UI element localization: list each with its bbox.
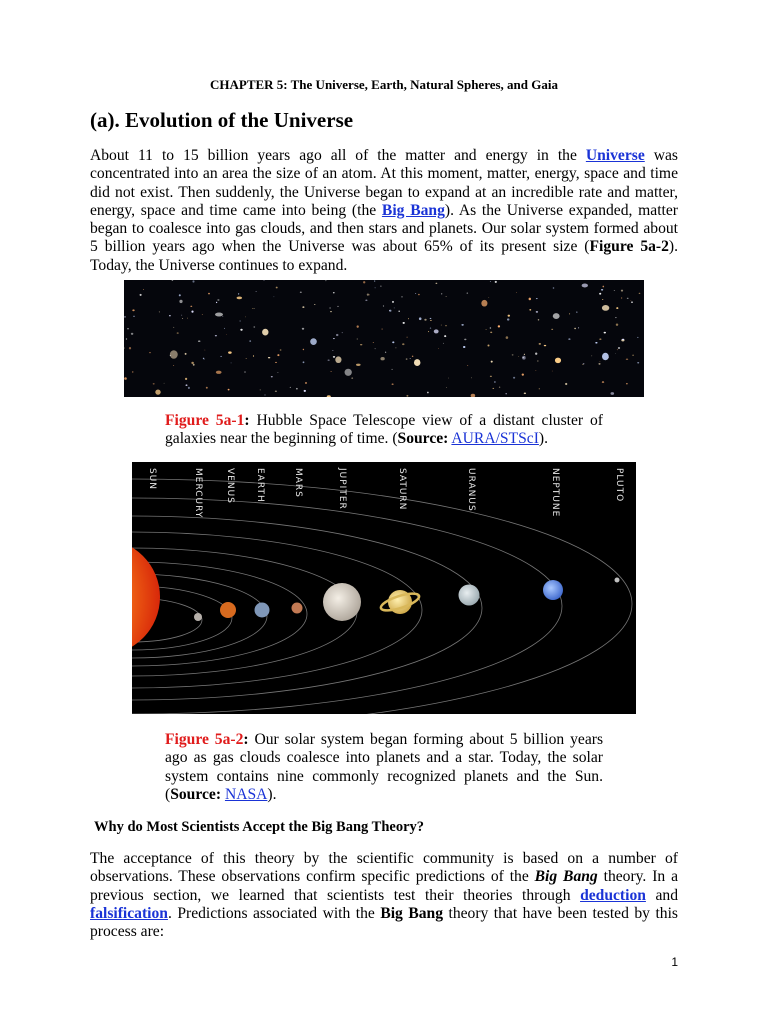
galaxy-dot xyxy=(382,329,383,330)
galaxy-dot xyxy=(329,308,331,309)
galaxy-dot xyxy=(140,294,142,296)
galaxy-dot xyxy=(333,338,335,339)
galaxy-dot xyxy=(418,294,420,296)
galaxy-dot xyxy=(406,395,408,397)
galaxy-dot xyxy=(394,307,395,308)
galaxy-dot xyxy=(488,297,489,298)
galaxy-dot xyxy=(383,305,384,306)
aura-stsci-link[interactable]: AURA/STScI xyxy=(451,430,539,448)
galaxy-dot xyxy=(369,295,370,296)
galaxy-dot xyxy=(149,352,150,353)
galaxy-dot xyxy=(185,353,187,355)
galaxy-dot xyxy=(553,313,560,319)
galaxy-dot xyxy=(415,293,416,294)
galaxy-dot xyxy=(524,393,526,395)
galaxy-dot xyxy=(444,335,446,337)
galaxy-dot xyxy=(569,313,570,314)
galaxy-dot xyxy=(155,389,160,394)
universe-link[interactable]: Universe xyxy=(585,147,645,164)
galaxy-dot xyxy=(182,318,183,319)
galaxy-dot xyxy=(204,350,205,351)
galaxy-dot xyxy=(303,361,305,363)
galaxy-dot xyxy=(599,293,601,295)
galaxy-dot xyxy=(621,298,622,299)
galaxy-dot xyxy=(273,296,274,297)
galaxy-dot xyxy=(277,354,279,356)
planet-label-venus: VENUS xyxy=(225,468,235,504)
galaxy-dot xyxy=(490,328,492,329)
galaxy-dot xyxy=(367,293,369,295)
galaxy-dot xyxy=(481,300,487,307)
galaxy-dot xyxy=(602,286,604,288)
nasa-link[interactable]: NASA xyxy=(224,785,268,803)
galaxy-dot xyxy=(314,304,315,305)
galaxy-dot xyxy=(342,332,344,333)
galaxy-dot xyxy=(627,298,629,299)
galaxy-dot xyxy=(424,319,426,321)
galaxy-dot xyxy=(408,318,409,319)
galaxy-dot xyxy=(539,343,541,345)
big-bang-paragraph: The acceptance of this theory by the scientific community is based on a number of observations. These observations confirm specific predictions of the Big Bang theory. In a previous section, we learned that scientists test their theories through deduction and falsification. Predictions associated with the Big Bang theory that have been tested by this process are: xyxy=(90,850,678,941)
galaxy-dot xyxy=(537,361,538,362)
galaxy-dot xyxy=(215,312,223,316)
galaxy-dot xyxy=(198,340,201,342)
galaxy-dot xyxy=(228,389,230,391)
galaxy-dot xyxy=(188,387,190,389)
galaxy-dot xyxy=(536,298,538,299)
galaxy-dot xyxy=(191,362,194,364)
galaxy-dot xyxy=(333,292,335,293)
galaxy-dot xyxy=(220,356,221,357)
galaxy-dot xyxy=(300,292,302,293)
galaxy-dot xyxy=(485,329,486,330)
galaxy-dot xyxy=(126,339,127,340)
galaxy-dot xyxy=(302,328,304,330)
galaxy-dot xyxy=(467,365,468,366)
galaxy-dot xyxy=(186,384,188,386)
galaxy-dot xyxy=(582,284,588,288)
galaxy-dot xyxy=(256,291,257,292)
galaxy-dot xyxy=(617,349,618,350)
planet-label-earth: EARTH xyxy=(255,468,265,503)
galaxy-dot xyxy=(391,369,392,370)
galaxy-dot xyxy=(446,296,447,297)
galaxy-dot xyxy=(179,294,181,296)
galaxy-dot xyxy=(245,317,246,318)
galaxy-dot xyxy=(374,281,375,282)
galaxy-dot xyxy=(552,371,553,372)
planet-label-pluto: PLUTO xyxy=(614,468,624,503)
galaxy-dot xyxy=(446,387,447,388)
galaxy-dot xyxy=(568,338,570,340)
galaxy-dot xyxy=(290,387,291,388)
galaxy-dot xyxy=(187,318,188,319)
galaxy-dot xyxy=(495,281,497,283)
galaxy-dot xyxy=(441,293,442,294)
planet-label-uranus: URANUS xyxy=(466,468,476,512)
galaxy-dot xyxy=(351,377,353,378)
planet-label-mercury: MERCURY xyxy=(193,468,203,519)
galaxy-dot xyxy=(244,371,245,373)
galaxy-dot xyxy=(602,305,609,311)
galaxy-dot xyxy=(539,388,540,389)
galaxy-dot xyxy=(231,363,232,364)
galaxy-dot xyxy=(427,392,429,394)
figure-reference: Figure 5a-2 xyxy=(589,238,669,256)
galaxy-dot xyxy=(490,332,492,333)
galaxy-dot xyxy=(260,390,261,391)
galaxy-dot xyxy=(538,319,540,320)
galaxy-dot xyxy=(375,287,376,288)
galaxy-dot xyxy=(127,328,129,329)
galaxy-dot xyxy=(124,348,125,349)
galaxy-dot xyxy=(275,362,277,363)
galaxy-dot xyxy=(535,370,536,371)
venus-icon xyxy=(220,602,236,618)
mercury-icon xyxy=(194,613,202,621)
galaxy-dot xyxy=(203,358,204,359)
galaxy-dot xyxy=(264,394,265,395)
intro-paragraph: About 11 to 15 billion years ago all of the matter and energy in the Universe was concentrated into an area the size of an atom. At this moment, matter, energy, space and time did not exist. Then suddenly, the Universe began to expand at an incredible rate and matter, energy, space and time came into being (the Big Bang). As the Universe expanded, matter began to coalesce into gas clouds, and then stars and planets. Our solar system formed about 5 billion years ago when the Universe was about 65% of its present size (Figure 5a-2). Today, the Universe continues to expand. xyxy=(90,147,678,274)
galaxy-dot xyxy=(131,333,133,335)
galaxy-dot xyxy=(614,290,615,291)
galaxy-dot xyxy=(512,354,514,355)
galaxy-dot xyxy=(222,316,223,317)
galaxy-dot xyxy=(639,293,641,294)
galaxy-dot xyxy=(471,377,472,378)
galaxy-dot xyxy=(328,360,330,361)
galaxy-dot xyxy=(325,281,326,282)
galaxy-dot xyxy=(164,383,165,384)
galaxy-dot xyxy=(380,357,384,360)
galaxy-dot xyxy=(602,299,603,300)
galaxy-dot xyxy=(536,311,538,313)
galaxy-dot xyxy=(513,377,515,379)
planet-label-neptune: NEPTUNE xyxy=(550,468,560,518)
galaxy-dot xyxy=(177,333,179,334)
galaxy-dot xyxy=(133,316,135,317)
galaxy-dot xyxy=(335,356,341,363)
galaxy-dot xyxy=(463,346,465,348)
galaxy-dot xyxy=(412,356,414,357)
galaxy-dot xyxy=(332,350,334,351)
galaxy-dot xyxy=(170,350,178,359)
galaxy-dot xyxy=(461,324,463,325)
galaxy-dot xyxy=(249,341,251,342)
uranus-icon xyxy=(459,585,480,606)
galaxy-dot xyxy=(441,325,442,326)
galaxy-dot xyxy=(522,356,526,360)
galaxy-dot xyxy=(132,371,134,372)
galaxy-dot xyxy=(275,391,277,392)
galaxy-dot xyxy=(252,308,253,309)
galaxy-dot xyxy=(637,362,639,363)
galaxy-dot xyxy=(551,329,553,330)
galaxy-dot xyxy=(601,289,603,291)
galaxy-dot xyxy=(524,354,525,355)
galaxy-dot xyxy=(630,301,631,302)
galaxy-dot xyxy=(153,383,155,384)
galaxy-dot xyxy=(403,322,405,324)
galaxy-dot xyxy=(618,347,620,348)
galaxy-dot xyxy=(240,321,241,322)
galaxy-dot xyxy=(631,302,633,303)
galaxy-dot xyxy=(202,314,203,315)
galaxy-dot xyxy=(599,361,600,362)
section-title: (a). Evolution of the Universe xyxy=(90,108,354,132)
galaxy-dot xyxy=(228,351,232,353)
galaxy-dot xyxy=(181,315,182,316)
galaxy-dot xyxy=(505,393,507,394)
galaxy-dot xyxy=(555,358,561,364)
galaxy-dot xyxy=(380,286,381,287)
galaxy-dot xyxy=(173,365,174,366)
galaxy-dot xyxy=(615,317,616,318)
galaxy-dot xyxy=(410,358,411,359)
galaxy-dot xyxy=(169,315,171,316)
galaxy-dot xyxy=(516,292,517,293)
galaxy-dot xyxy=(518,356,519,357)
galaxy-dot xyxy=(632,355,634,356)
deduction-link[interactable]: deduction xyxy=(580,886,646,904)
galaxy-dot xyxy=(604,332,606,334)
galaxy-dot xyxy=(224,328,225,329)
galaxy-dot xyxy=(428,331,429,332)
figure-5a-1-caption: Figure 5a-1: Hubble Space Telescope view of a distant cluster of galaxies near the beginning of time. (Source: AURA/STScI). xyxy=(165,412,603,448)
galaxy-dot xyxy=(159,311,160,312)
galaxy-dot xyxy=(271,376,273,377)
galaxy-dot xyxy=(507,318,509,320)
galaxy-dot xyxy=(583,363,585,364)
galaxy-dot xyxy=(565,383,567,385)
galaxy-dot xyxy=(237,296,243,299)
galaxy-dot xyxy=(544,345,547,346)
galaxy-dot xyxy=(490,281,491,282)
galaxy-dot xyxy=(191,310,193,312)
galaxy-dot xyxy=(262,329,268,336)
galaxy-dot xyxy=(389,310,390,311)
galaxy-dot xyxy=(553,288,555,289)
galaxy-dot xyxy=(491,361,493,363)
galaxy-dot xyxy=(357,325,359,327)
earth-icon xyxy=(255,603,270,618)
planet-label-jupiter: JUPITER xyxy=(337,468,347,510)
figure-5a-2-caption: Figure 5a-2: Our solar system began forming about 5 billion years ago as gas clouds coalesce into planets and a star. Today, the solar system contains nine commonly recognized planets and the Sun. (Source: NASA). xyxy=(165,731,604,803)
galaxy-dot xyxy=(238,293,239,294)
galaxy-dot xyxy=(508,315,510,317)
galaxy-dot xyxy=(398,311,400,312)
galaxy-dot xyxy=(443,343,444,344)
galaxy-dot xyxy=(173,327,174,328)
galaxy-dot xyxy=(611,392,615,395)
galaxy-dot xyxy=(591,356,592,357)
galaxy-dot xyxy=(487,345,489,347)
galaxy-dot xyxy=(253,355,254,356)
galaxy-dot xyxy=(621,290,623,292)
galaxy-dot xyxy=(595,342,597,344)
galaxy-dot xyxy=(124,316,125,317)
pluto-icon xyxy=(615,578,620,583)
galaxy-dot xyxy=(303,349,304,350)
galaxy-dot xyxy=(333,356,335,358)
galaxy-dot xyxy=(215,335,217,336)
galaxy-dot xyxy=(522,373,524,375)
galaxy-dot xyxy=(337,306,338,307)
galaxy-dot xyxy=(204,359,205,360)
galaxy-dot xyxy=(206,387,208,389)
page-number: 1 xyxy=(671,955,678,969)
planet-label-mars: MARS xyxy=(293,468,303,498)
galaxy-dot xyxy=(357,338,358,339)
galaxy-dot xyxy=(392,301,394,303)
galaxy-dot xyxy=(336,334,339,336)
galaxy-dot xyxy=(464,339,466,341)
galaxy-dot xyxy=(494,381,495,382)
galaxy-dot xyxy=(216,302,217,303)
galaxy-dot xyxy=(277,372,278,373)
galaxy-dot xyxy=(310,338,317,345)
galaxy-dot xyxy=(192,280,194,282)
galaxy-dot xyxy=(304,390,306,392)
galaxy-dot xyxy=(445,325,446,326)
neptune-icon xyxy=(543,580,563,600)
galaxy-dot xyxy=(305,382,307,383)
galaxy-dot xyxy=(356,364,361,366)
galaxy-dot xyxy=(170,355,171,356)
galaxy-dot xyxy=(602,353,609,360)
galaxy-dot xyxy=(345,369,352,376)
galaxy-dot xyxy=(438,348,439,349)
galaxy-dot xyxy=(365,300,367,301)
galaxy-dot xyxy=(179,300,182,303)
mars-icon xyxy=(292,603,303,614)
galaxy-dot xyxy=(217,299,219,300)
galaxy-dot xyxy=(360,344,362,345)
galaxy-dot xyxy=(268,357,270,358)
galaxy-dot xyxy=(598,363,600,364)
galaxy-dot xyxy=(574,328,576,329)
galaxy-dot xyxy=(616,307,618,309)
galaxy-dot xyxy=(330,311,332,312)
galaxy-dot xyxy=(499,387,500,388)
galaxy-dot xyxy=(280,350,282,351)
planet-label-saturn: SATURN xyxy=(397,468,407,511)
galaxy-dot xyxy=(529,309,531,310)
galaxy-dot xyxy=(185,378,187,380)
galaxy-dot xyxy=(419,317,422,320)
chapter-title: CHAPTER 5: The Universe, Earth, Natural Spheres, and Gaia xyxy=(209,77,558,92)
galaxy-dot xyxy=(129,347,131,349)
galaxy-dot xyxy=(395,348,396,349)
galaxy-dot xyxy=(375,349,376,350)
galaxy-dot xyxy=(626,358,628,360)
galaxy-dot xyxy=(124,377,127,380)
galaxy-dot xyxy=(529,298,531,301)
galaxy-dot xyxy=(402,343,404,345)
galaxy-dot xyxy=(385,352,386,353)
galaxy-dot xyxy=(406,359,408,360)
galaxy-dot xyxy=(143,289,144,290)
planet-label-sun: SUN xyxy=(147,468,157,491)
galaxy-dot xyxy=(576,311,577,312)
galaxy-dot xyxy=(414,359,420,366)
galaxy-dot xyxy=(406,337,407,338)
galaxy-dot xyxy=(430,327,431,328)
galaxy-dot xyxy=(599,338,601,339)
galaxy-dot xyxy=(132,309,134,311)
hubble-deep-field-image xyxy=(124,280,644,397)
galaxy-dot xyxy=(602,381,604,383)
galaxy-dot xyxy=(246,358,247,359)
galaxy-dot xyxy=(208,293,210,295)
galaxy-dot xyxy=(253,326,255,327)
jupiter-icon xyxy=(323,583,361,621)
galaxy-dot xyxy=(193,364,195,366)
galaxy-dot xyxy=(392,383,394,384)
galaxy-dot xyxy=(435,283,437,284)
galaxy-dot xyxy=(622,339,624,340)
galaxy-dot xyxy=(254,308,255,309)
galaxy-dot xyxy=(492,388,494,389)
galaxy-dot xyxy=(392,341,394,343)
galaxy-dot xyxy=(490,376,492,377)
subheading: Why do Most Scientists Accept the Big Bang Theory? xyxy=(94,819,425,835)
galaxy-dot xyxy=(626,383,628,384)
galaxy-dot xyxy=(276,287,278,289)
galaxy-dot xyxy=(216,371,222,374)
galaxy-dot xyxy=(467,292,468,293)
galaxy-dot xyxy=(430,320,432,321)
galaxy-dot xyxy=(616,323,619,325)
galaxy-dot xyxy=(578,327,579,328)
galaxy-dot xyxy=(535,353,537,355)
falsification-link[interactable]: falsification xyxy=(90,904,168,922)
galaxy-dot xyxy=(401,296,402,297)
big-bang-link[interactable]: Big Bang xyxy=(381,201,445,219)
solar-system-image xyxy=(132,462,636,714)
galaxy-dot xyxy=(430,318,432,319)
galaxy-dot xyxy=(637,337,639,338)
galaxy-dot xyxy=(363,281,365,283)
galaxy-dot xyxy=(190,306,192,307)
galaxy-dot xyxy=(498,325,500,327)
galaxy-dot xyxy=(240,329,242,331)
galaxy-dot xyxy=(330,371,331,372)
galaxy-dot xyxy=(226,334,227,335)
galaxy-dot xyxy=(373,342,374,343)
galaxy-dot xyxy=(302,306,304,308)
galaxy-dot xyxy=(296,388,298,390)
galaxy-dot xyxy=(434,329,439,333)
galaxy-dot xyxy=(506,336,509,339)
